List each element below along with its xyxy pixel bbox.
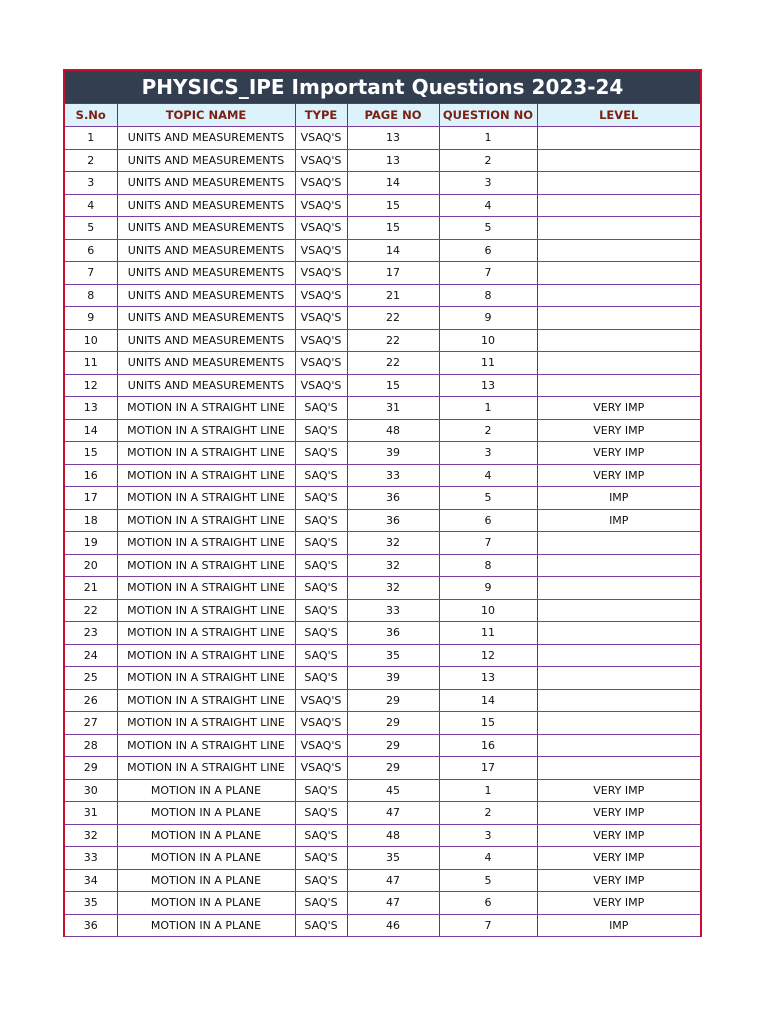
cell-question-no: 3 bbox=[439, 442, 537, 465]
cell-type: SAQ'S bbox=[295, 554, 347, 577]
cell-level bbox=[537, 599, 700, 622]
cell-level bbox=[537, 127, 700, 150]
cell-page-no: 29 bbox=[347, 734, 439, 757]
cell-question-no: 2 bbox=[439, 419, 537, 442]
cell-sno: 31 bbox=[65, 802, 117, 825]
cell-question-no: 15 bbox=[439, 712, 537, 735]
cell-topic-name: MOTION IN A STRAIGHT LINE bbox=[117, 622, 295, 645]
cell-level bbox=[537, 172, 700, 195]
cell-page-no: 48 bbox=[347, 419, 439, 442]
table-row bbox=[65, 532, 700, 555]
cell-type: SAQ'S bbox=[295, 419, 347, 442]
cell-sno: 32 bbox=[65, 824, 117, 847]
cell-type: SAQ'S bbox=[295, 802, 347, 825]
table-row bbox=[65, 734, 700, 757]
cell-sno: 26 bbox=[65, 689, 117, 712]
cell-level: VERY IMP bbox=[537, 847, 700, 870]
cell-level bbox=[537, 757, 700, 780]
cell-level bbox=[537, 532, 700, 555]
cell-topic-name: UNITS AND MEASUREMENTS bbox=[117, 374, 295, 397]
cell-level bbox=[537, 307, 700, 330]
cell-type: SAQ'S bbox=[295, 779, 347, 802]
cell-level: VERY IMP bbox=[537, 442, 700, 465]
cell-sno: 17 bbox=[65, 487, 117, 510]
cell-type: SAQ'S bbox=[295, 397, 347, 420]
cell-question-no: 13 bbox=[439, 667, 537, 690]
cell-topic-name: MOTION IN A STRAIGHT LINE bbox=[117, 509, 295, 532]
cell-level bbox=[537, 689, 700, 712]
cell-level bbox=[537, 284, 700, 307]
cell-topic-name: MOTION IN A PLANE bbox=[117, 847, 295, 870]
table-row bbox=[65, 914, 700, 937]
cell-sno: 13 bbox=[65, 397, 117, 420]
cell-question-no: 6 bbox=[439, 239, 537, 262]
cell-sno: 28 bbox=[65, 734, 117, 757]
table-row bbox=[65, 149, 700, 172]
table-row bbox=[65, 509, 700, 532]
cell-topic-name: MOTION IN A STRAIGHT LINE bbox=[117, 667, 295, 690]
cell-topic-name: MOTION IN A STRAIGHT LINE bbox=[117, 599, 295, 622]
cell-page-no: 32 bbox=[347, 577, 439, 600]
cell-topic-name: MOTION IN A STRAIGHT LINE bbox=[117, 734, 295, 757]
cell-topic-name: UNITS AND MEASUREMENTS bbox=[117, 262, 295, 285]
header-sno: S.No bbox=[65, 104, 117, 127]
cell-page-no: 47 bbox=[347, 892, 439, 915]
cell-level: VERY IMP bbox=[537, 892, 700, 915]
cell-page-no: 33 bbox=[347, 464, 439, 487]
cell-topic-name: MOTION IN A PLANE bbox=[117, 779, 295, 802]
cell-page-no: 17 bbox=[347, 262, 439, 285]
cell-topic-name: MOTION IN A PLANE bbox=[117, 892, 295, 915]
cell-topic-name: UNITS AND MEASUREMENTS bbox=[117, 194, 295, 217]
table-header-row bbox=[65, 104, 700, 127]
cell-type: VSAQ'S bbox=[295, 127, 347, 150]
cell-question-no: 12 bbox=[439, 644, 537, 667]
cell-level bbox=[537, 712, 700, 735]
cell-page-no: 32 bbox=[347, 554, 439, 577]
cell-topic-name: UNITS AND MEASUREMENTS bbox=[117, 217, 295, 240]
table-row bbox=[65, 802, 700, 825]
cell-question-no: 3 bbox=[439, 824, 537, 847]
table-row bbox=[65, 667, 700, 690]
cell-topic-name: UNITS AND MEASUREMENTS bbox=[117, 239, 295, 262]
table-row bbox=[65, 577, 700, 600]
cell-sno: 1 bbox=[65, 127, 117, 150]
cell-page-no: 22 bbox=[347, 352, 439, 375]
cell-question-no: 5 bbox=[439, 869, 537, 892]
cell-level: IMP bbox=[537, 509, 700, 532]
cell-page-no: 39 bbox=[347, 442, 439, 465]
cell-topic-name: MOTION IN A PLANE bbox=[117, 824, 295, 847]
cell-level bbox=[537, 577, 700, 600]
cell-sno: 6 bbox=[65, 239, 117, 262]
cell-topic-name: MOTION IN A STRAIGHT LINE bbox=[117, 397, 295, 420]
cell-sno: 2 bbox=[65, 149, 117, 172]
cell-question-no: 6 bbox=[439, 509, 537, 532]
cell-type: VSAQ'S bbox=[295, 712, 347, 735]
cell-page-no: 29 bbox=[347, 712, 439, 735]
cell-topic-name: MOTION IN A STRAIGHT LINE bbox=[117, 554, 295, 577]
cell-type: SAQ'S bbox=[295, 532, 347, 555]
cell-page-no: 15 bbox=[347, 217, 439, 240]
cell-topic-name: MOTION IN A STRAIGHT LINE bbox=[117, 689, 295, 712]
cell-sno: 15 bbox=[65, 442, 117, 465]
cell-type: VSAQ'S bbox=[295, 194, 347, 217]
table-row bbox=[65, 284, 700, 307]
cell-type: VSAQ'S bbox=[295, 734, 347, 757]
table-row bbox=[65, 419, 700, 442]
cell-level bbox=[537, 622, 700, 645]
cell-topic-name: MOTION IN A STRAIGHT LINE bbox=[117, 712, 295, 735]
cell-type: SAQ'S bbox=[295, 622, 347, 645]
header-page-no: PAGE NO bbox=[347, 104, 439, 127]
table-row bbox=[65, 397, 700, 420]
cell-page-no: 31 bbox=[347, 397, 439, 420]
cell-question-no: 8 bbox=[439, 284, 537, 307]
cell-topic-name: MOTION IN A STRAIGHT LINE bbox=[117, 757, 295, 780]
cell-type: SAQ'S bbox=[295, 892, 347, 915]
cell-topic-name: UNITS AND MEASUREMENTS bbox=[117, 307, 295, 330]
cell-question-no: 4 bbox=[439, 464, 537, 487]
cell-level bbox=[537, 329, 700, 352]
cell-question-no: 10 bbox=[439, 329, 537, 352]
cell-sno: 34 bbox=[65, 869, 117, 892]
cell-type: VSAQ'S bbox=[295, 217, 347, 240]
cell-question-no: 1 bbox=[439, 127, 537, 150]
cell-page-no: 14 bbox=[347, 239, 439, 262]
cell-level bbox=[537, 217, 700, 240]
cell-sno: 12 bbox=[65, 374, 117, 397]
cell-page-no: 36 bbox=[347, 487, 439, 510]
cell-sno: 23 bbox=[65, 622, 117, 645]
cell-level bbox=[537, 554, 700, 577]
cell-level bbox=[537, 374, 700, 397]
cell-level: VERY IMP bbox=[537, 824, 700, 847]
cell-sno: 22 bbox=[65, 599, 117, 622]
cell-type: SAQ'S bbox=[295, 577, 347, 600]
cell-type: VSAQ'S bbox=[295, 307, 347, 330]
table-row bbox=[65, 374, 700, 397]
cell-level: VERY IMP bbox=[537, 802, 700, 825]
cell-question-no: 16 bbox=[439, 734, 537, 757]
cell-type: VSAQ'S bbox=[295, 284, 347, 307]
cell-type: VSAQ'S bbox=[295, 262, 347, 285]
header-topic-name: TOPIC NAME bbox=[117, 104, 295, 127]
questions-table bbox=[65, 104, 700, 937]
cell-level: VERY IMP bbox=[537, 419, 700, 442]
table-row bbox=[65, 622, 700, 645]
cell-level bbox=[537, 644, 700, 667]
cell-sno: 35 bbox=[65, 892, 117, 915]
table-row bbox=[65, 442, 700, 465]
cell-level bbox=[537, 149, 700, 172]
cell-level: VERY IMP bbox=[537, 464, 700, 487]
cell-type: VSAQ'S bbox=[295, 757, 347, 780]
cell-topic-name: MOTION IN A PLANE bbox=[117, 869, 295, 892]
cell-type: VSAQ'S bbox=[295, 689, 347, 712]
cell-question-no: 2 bbox=[439, 149, 537, 172]
cell-question-no: 1 bbox=[439, 779, 537, 802]
cell-sno: 20 bbox=[65, 554, 117, 577]
cell-question-no: 4 bbox=[439, 847, 537, 870]
cell-sno: 16 bbox=[65, 464, 117, 487]
cell-page-no: 15 bbox=[347, 374, 439, 397]
cell-type: SAQ'S bbox=[295, 869, 347, 892]
table-row bbox=[65, 172, 700, 195]
cell-question-no: 6 bbox=[439, 892, 537, 915]
cell-question-no: 14 bbox=[439, 689, 537, 712]
cell-question-no: 13 bbox=[439, 374, 537, 397]
cell-topic-name: MOTION IN A PLANE bbox=[117, 802, 295, 825]
cell-question-no: 10 bbox=[439, 599, 537, 622]
cell-level bbox=[537, 734, 700, 757]
cell-page-no: 33 bbox=[347, 599, 439, 622]
cell-topic-name: UNITS AND MEASUREMENTS bbox=[117, 284, 295, 307]
cell-question-no: 7 bbox=[439, 262, 537, 285]
cell-type: VSAQ'S bbox=[295, 352, 347, 375]
table-row bbox=[65, 869, 700, 892]
table-row bbox=[65, 307, 700, 330]
cell-sno: 21 bbox=[65, 577, 117, 600]
table-row bbox=[65, 239, 700, 262]
cell-sno: 19 bbox=[65, 532, 117, 555]
table-row bbox=[65, 464, 700, 487]
cell-type: SAQ'S bbox=[295, 599, 347, 622]
cell-level bbox=[537, 194, 700, 217]
cell-sno: 3 bbox=[65, 172, 117, 195]
cell-topic-name: MOTION IN A STRAIGHT LINE bbox=[117, 532, 295, 555]
cell-page-no: 15 bbox=[347, 194, 439, 217]
cell-page-no: 32 bbox=[347, 532, 439, 555]
questions-sheet bbox=[63, 69, 702, 937]
cell-page-no: 21 bbox=[347, 284, 439, 307]
cell-sno: 11 bbox=[65, 352, 117, 375]
cell-page-no: 22 bbox=[347, 329, 439, 352]
table-row bbox=[65, 779, 700, 802]
cell-sno: 7 bbox=[65, 262, 117, 285]
header-question-no: QUESTION NO bbox=[439, 104, 537, 127]
cell-topic-name: UNITS AND MEASUREMENTS bbox=[117, 329, 295, 352]
cell-sno: 24 bbox=[65, 644, 117, 667]
cell-sno: 36 bbox=[65, 914, 117, 937]
cell-sno: 4 bbox=[65, 194, 117, 217]
cell-page-no: 46 bbox=[347, 914, 439, 937]
table-row bbox=[65, 127, 700, 150]
cell-page-no: 36 bbox=[347, 509, 439, 532]
cell-sno: 30 bbox=[65, 779, 117, 802]
table-body bbox=[65, 127, 700, 937]
cell-question-no: 11 bbox=[439, 622, 537, 645]
cell-level: IMP bbox=[537, 914, 700, 937]
cell-sno: 25 bbox=[65, 667, 117, 690]
table-row bbox=[65, 217, 700, 240]
cell-level bbox=[537, 352, 700, 375]
cell-page-no: 47 bbox=[347, 869, 439, 892]
cell-page-no: 48 bbox=[347, 824, 439, 847]
cell-sno: 33 bbox=[65, 847, 117, 870]
cell-sno: 8 bbox=[65, 284, 117, 307]
cell-sno: 27 bbox=[65, 712, 117, 735]
cell-topic-name: MOTION IN A STRAIGHT LINE bbox=[117, 464, 295, 487]
cell-type: SAQ'S bbox=[295, 442, 347, 465]
table-row bbox=[65, 352, 700, 375]
cell-type: VSAQ'S bbox=[295, 329, 347, 352]
cell-type: SAQ'S bbox=[295, 509, 347, 532]
cell-level: VERY IMP bbox=[537, 779, 700, 802]
cell-type: VSAQ'S bbox=[295, 239, 347, 262]
cell-page-no: 36 bbox=[347, 622, 439, 645]
cell-level bbox=[537, 262, 700, 285]
cell-question-no: 11 bbox=[439, 352, 537, 375]
cell-level bbox=[537, 239, 700, 262]
cell-page-no: 29 bbox=[347, 757, 439, 780]
cell-sno: 18 bbox=[65, 509, 117, 532]
cell-level: VERY IMP bbox=[537, 397, 700, 420]
cell-question-no: 4 bbox=[439, 194, 537, 217]
cell-sno: 29 bbox=[65, 757, 117, 780]
cell-question-no: 17 bbox=[439, 757, 537, 780]
cell-type: VSAQ'S bbox=[295, 374, 347, 397]
table-row bbox=[65, 689, 700, 712]
sheet-title: PHYSICS_IPE Important Questions 2023-24 bbox=[65, 71, 700, 104]
cell-page-no: 39 bbox=[347, 667, 439, 690]
cell-type: SAQ'S bbox=[295, 487, 347, 510]
cell-question-no: 3 bbox=[439, 172, 537, 195]
cell-question-no: 7 bbox=[439, 914, 537, 937]
table-row bbox=[65, 644, 700, 667]
cell-page-no: 45 bbox=[347, 779, 439, 802]
cell-page-no: 35 bbox=[347, 847, 439, 870]
table-row bbox=[65, 262, 700, 285]
table-row bbox=[65, 194, 700, 217]
cell-question-no: 1 bbox=[439, 397, 537, 420]
cell-topic-name: UNITS AND MEASUREMENTS bbox=[117, 352, 295, 375]
cell-question-no: 5 bbox=[439, 217, 537, 240]
cell-sno: 14 bbox=[65, 419, 117, 442]
cell-question-no: 9 bbox=[439, 307, 537, 330]
cell-type: SAQ'S bbox=[295, 914, 347, 937]
cell-topic-name: UNITS AND MEASUREMENTS bbox=[117, 149, 295, 172]
cell-sno: 10 bbox=[65, 329, 117, 352]
table-row bbox=[65, 599, 700, 622]
cell-level: VERY IMP bbox=[537, 869, 700, 892]
cell-level: IMP bbox=[537, 487, 700, 510]
cell-sno: 9 bbox=[65, 307, 117, 330]
cell-type: SAQ'S bbox=[295, 644, 347, 667]
table-row bbox=[65, 824, 700, 847]
cell-page-no: 13 bbox=[347, 149, 439, 172]
cell-page-no: 14 bbox=[347, 172, 439, 195]
cell-type: VSAQ'S bbox=[295, 172, 347, 195]
cell-question-no: 2 bbox=[439, 802, 537, 825]
cell-topic-name: UNITS AND MEASUREMENTS bbox=[117, 127, 295, 150]
cell-topic-name: MOTION IN A PLANE bbox=[117, 914, 295, 937]
cell-topic-name: MOTION IN A STRAIGHT LINE bbox=[117, 577, 295, 600]
cell-question-no: 9 bbox=[439, 577, 537, 600]
table-row bbox=[65, 554, 700, 577]
cell-type: SAQ'S bbox=[295, 667, 347, 690]
cell-topic-name: MOTION IN A STRAIGHT LINE bbox=[117, 644, 295, 667]
table-row bbox=[65, 757, 700, 780]
cell-page-no: 29 bbox=[347, 689, 439, 712]
table-row bbox=[65, 712, 700, 735]
cell-question-no: 8 bbox=[439, 554, 537, 577]
header-level: LEVEL bbox=[537, 104, 700, 127]
cell-topic-name: MOTION IN A STRAIGHT LINE bbox=[117, 419, 295, 442]
cell-sno: 5 bbox=[65, 217, 117, 240]
cell-topic-name: UNITS AND MEASUREMENTS bbox=[117, 172, 295, 195]
table-row bbox=[65, 847, 700, 870]
cell-page-no: 35 bbox=[347, 644, 439, 667]
cell-level bbox=[537, 667, 700, 690]
table-row bbox=[65, 487, 700, 510]
cell-page-no: 47 bbox=[347, 802, 439, 825]
cell-type: SAQ'S bbox=[295, 824, 347, 847]
table-row bbox=[65, 892, 700, 915]
cell-question-no: 7 bbox=[439, 532, 537, 555]
cell-page-no: 22 bbox=[347, 307, 439, 330]
cell-topic-name: MOTION IN A STRAIGHT LINE bbox=[117, 442, 295, 465]
cell-question-no: 5 bbox=[439, 487, 537, 510]
cell-type: VSAQ'S bbox=[295, 149, 347, 172]
cell-topic-name: MOTION IN A STRAIGHT LINE bbox=[117, 487, 295, 510]
cell-page-no: 13 bbox=[347, 127, 439, 150]
header-type: TYPE bbox=[295, 104, 347, 127]
cell-type: SAQ'S bbox=[295, 464, 347, 487]
table-row bbox=[65, 329, 700, 352]
cell-type: SAQ'S bbox=[295, 847, 347, 870]
